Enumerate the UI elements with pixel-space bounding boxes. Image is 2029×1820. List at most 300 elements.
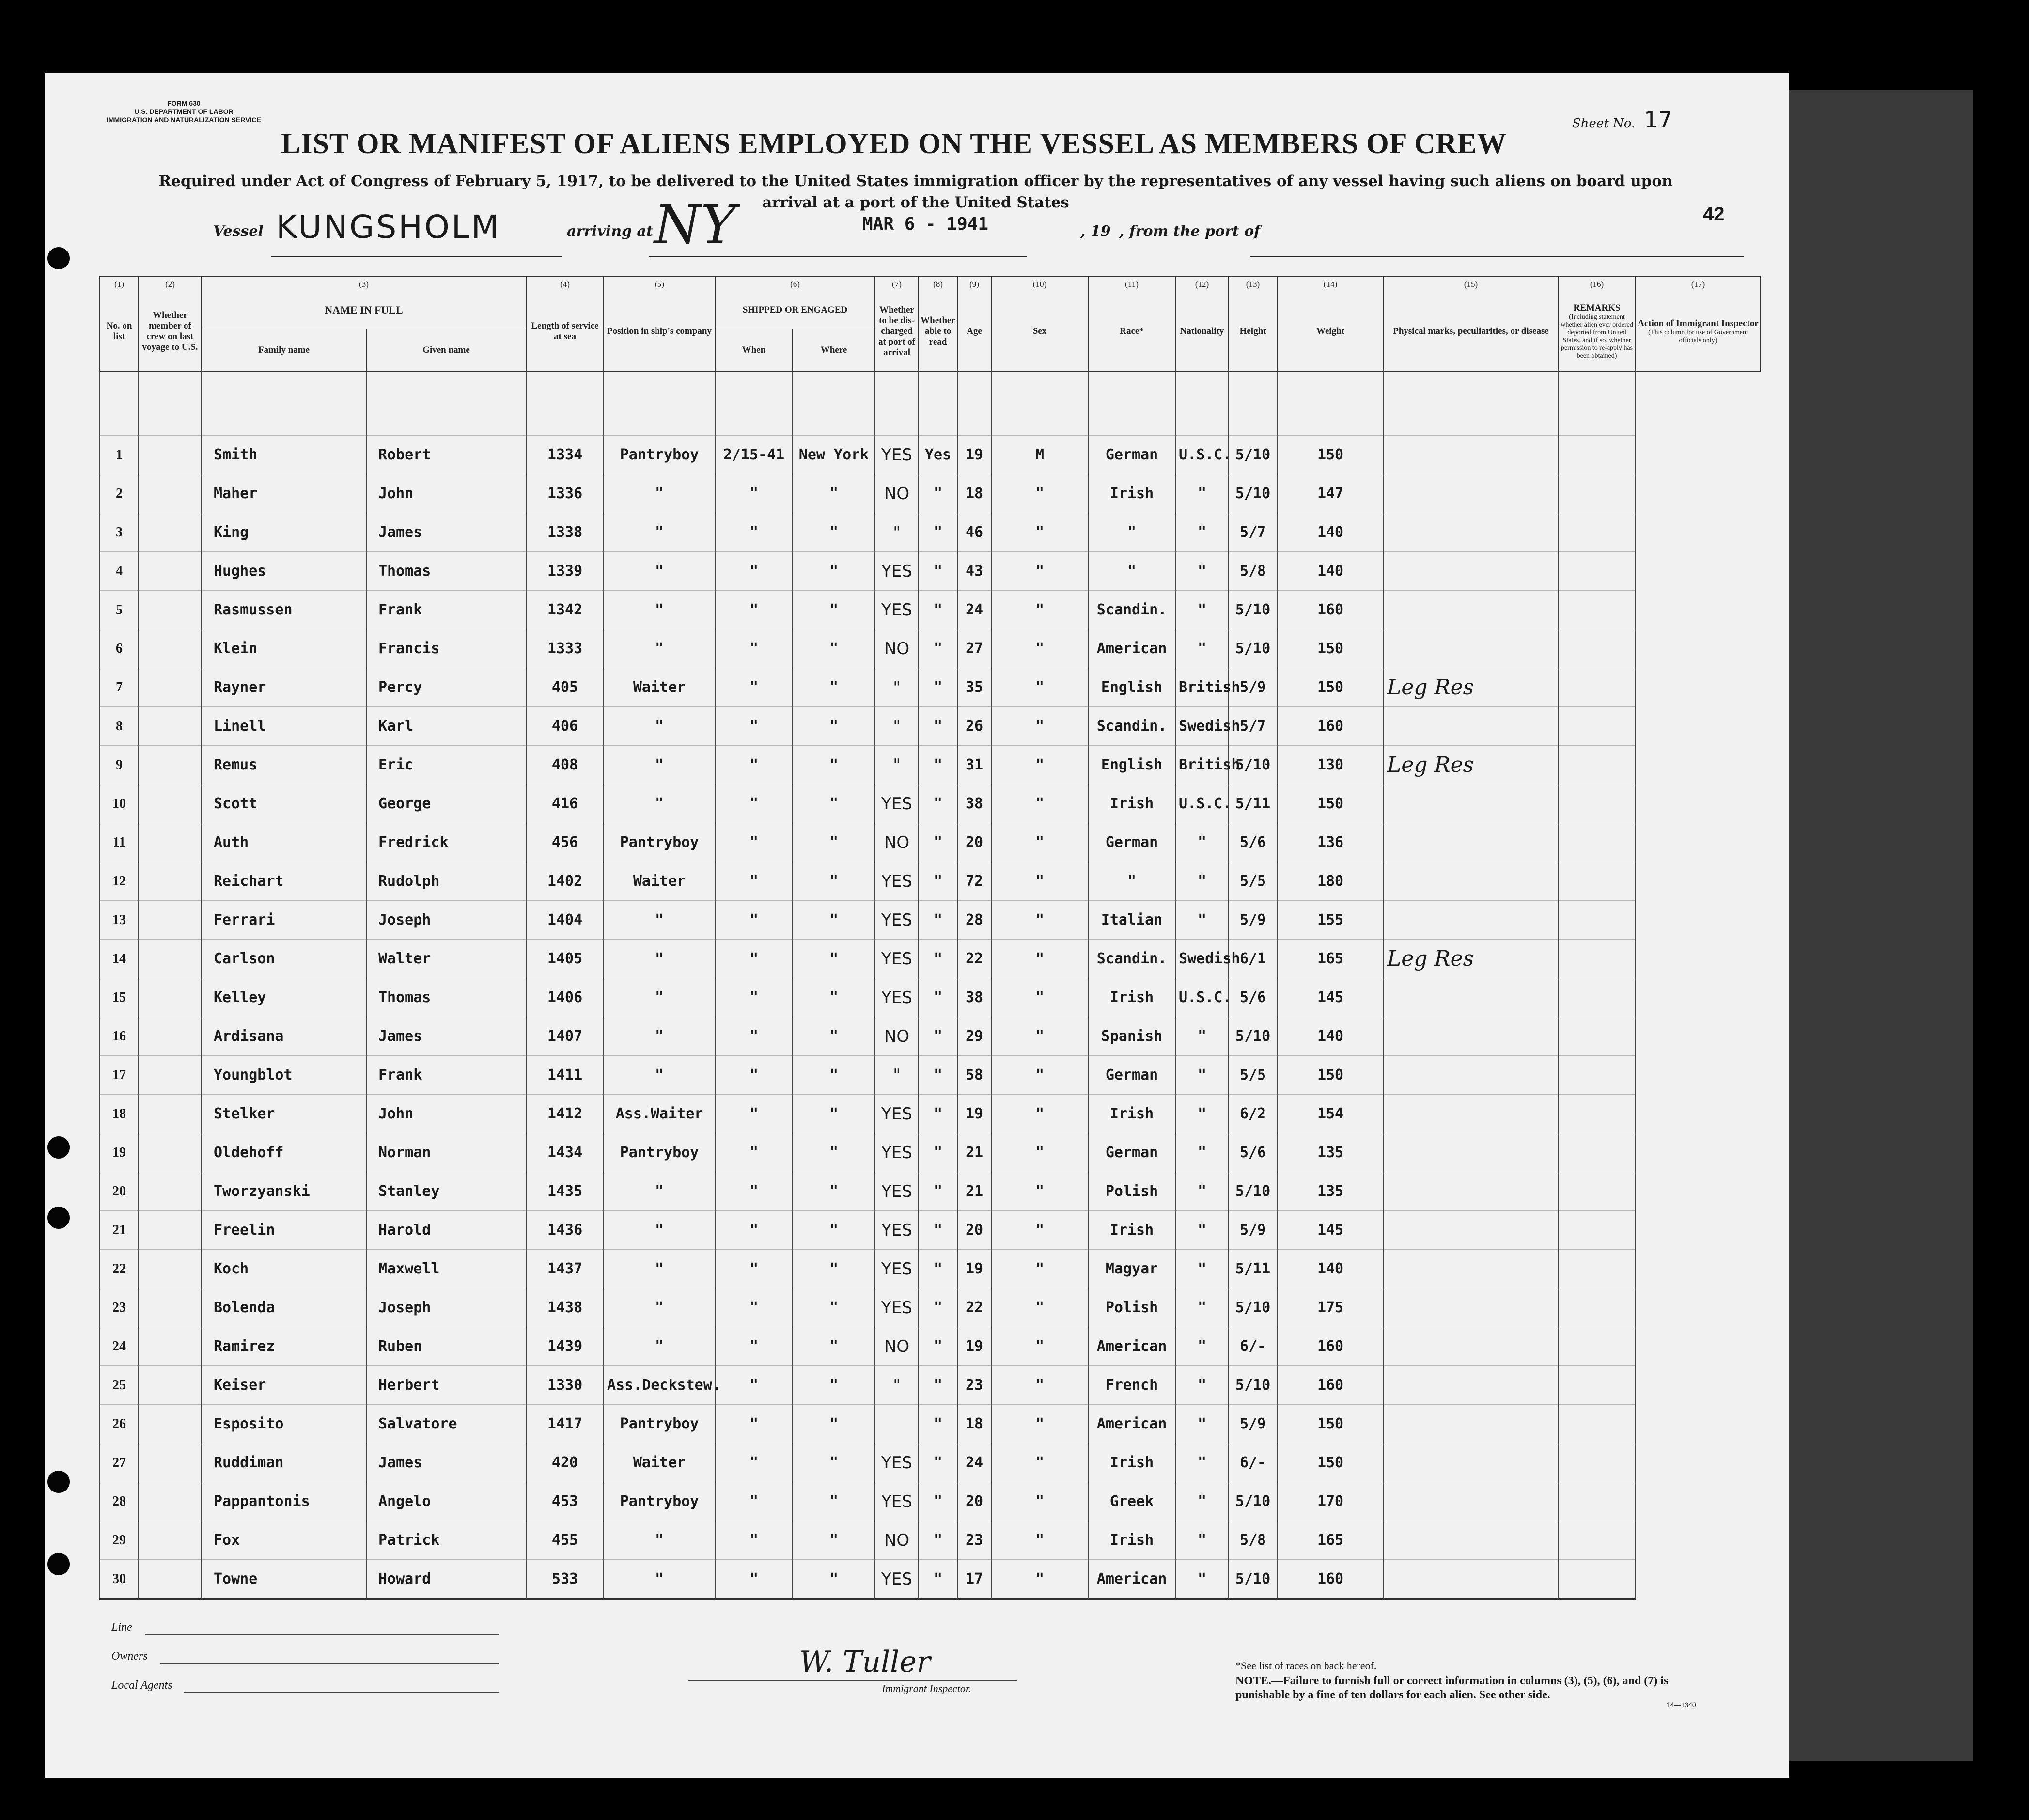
remarks-cell bbox=[1384, 978, 1558, 1017]
table-row bbox=[100, 1443, 1761, 1482]
age-cell: 43 bbox=[957, 552, 991, 591]
row-number: 28 bbox=[100, 1482, 139, 1521]
vessel-label: Vessel bbox=[213, 223, 264, 240]
weight-cell: 180 bbox=[1277, 862, 1384, 901]
nationality-cell: " bbox=[1175, 1482, 1229, 1521]
last-voyage-cell bbox=[139, 1521, 202, 1560]
header-age: Age bbox=[957, 292, 991, 372]
action-cell bbox=[1558, 901, 1636, 940]
position-cell: " bbox=[604, 1288, 715, 1327]
sex-cell: " bbox=[991, 940, 1088, 978]
nationality-cell: " bbox=[1175, 1133, 1229, 1172]
height-cell: 5/9 bbox=[1229, 1405, 1277, 1443]
remarks-cell bbox=[1384, 1095, 1558, 1133]
table-row bbox=[100, 1366, 1761, 1405]
able-to-read-cell: " bbox=[919, 513, 957, 552]
able-to-read-cell: " bbox=[919, 823, 957, 862]
shipped-when-cell: " bbox=[715, 1056, 793, 1095]
given-name-cell: Eric bbox=[366, 746, 526, 784]
action-cell bbox=[1558, 940, 1636, 978]
header-given-name: Given name bbox=[366, 329, 526, 372]
discharged-cell: " bbox=[875, 707, 919, 746]
service-length-cell: 1406 bbox=[526, 978, 604, 1017]
height-cell: 5/10 bbox=[1229, 1288, 1277, 1327]
remarks-cell bbox=[1384, 1133, 1558, 1172]
family-name-cell: Freelin bbox=[202, 1211, 366, 1250]
service-length-cell: 1411 bbox=[526, 1056, 604, 1095]
service-length-cell: 1339 bbox=[526, 552, 604, 591]
family-name-cell: Towne bbox=[202, 1560, 366, 1599]
remarks-cell bbox=[1384, 1172, 1558, 1211]
backing-strip bbox=[1789, 90, 1973, 1761]
height-cell: 5/10 bbox=[1229, 1560, 1277, 1599]
discharged-cell: YES bbox=[875, 978, 919, 1017]
race-cell: American bbox=[1088, 1560, 1175, 1599]
sex-cell: " bbox=[991, 978, 1088, 1017]
family-name-cell: Maher bbox=[202, 474, 366, 513]
row-number: 18 bbox=[100, 1095, 139, 1133]
header-position: Position in ship's company bbox=[604, 292, 715, 372]
family-name-cell: Esposito bbox=[202, 1405, 366, 1443]
shipped-when-cell: " bbox=[715, 784, 793, 823]
race-cell: German bbox=[1088, 1056, 1175, 1095]
shipped-where-cell: " bbox=[793, 1095, 875, 1133]
from-port-label: , from the port of bbox=[1119, 223, 1261, 240]
height-cell: 5/8 bbox=[1229, 552, 1277, 591]
weight-cell: 155 bbox=[1277, 901, 1384, 940]
sheet-number-value: 17 bbox=[1644, 107, 1672, 133]
service-length-cell: 416 bbox=[526, 784, 604, 823]
action-cell bbox=[1558, 978, 1636, 1017]
given-name-cell: Joseph bbox=[366, 1288, 526, 1327]
family-name-cell: Scott bbox=[202, 784, 366, 823]
position-cell: " bbox=[604, 1211, 715, 1250]
sex-cell: " bbox=[991, 1133, 1088, 1172]
service-length-cell: 1338 bbox=[526, 513, 604, 552]
service-length-cell: 408 bbox=[526, 746, 604, 784]
weight-cell: 145 bbox=[1277, 1211, 1384, 1250]
able-to-read-cell: " bbox=[919, 746, 957, 784]
family-name-cell: Ruddiman bbox=[202, 1443, 366, 1482]
shipped-where-cell: " bbox=[793, 1482, 875, 1521]
department-name: U.S. DEPARTMENT OF LABOR bbox=[134, 108, 234, 115]
table-row bbox=[100, 823, 1761, 862]
discharged-cell: YES bbox=[875, 552, 919, 591]
given-name-cell: Maxwell bbox=[366, 1250, 526, 1288]
shipped-where-cell: " bbox=[793, 1250, 875, 1288]
action-cell bbox=[1558, 1017, 1636, 1056]
last-voyage-cell bbox=[139, 1172, 202, 1211]
weight-cell: 135 bbox=[1277, 1133, 1384, 1172]
age-cell: 58 bbox=[957, 1056, 991, 1095]
discharged-cell: NO bbox=[875, 1521, 919, 1560]
table-row bbox=[100, 1482, 1761, 1521]
age-cell: 23 bbox=[957, 1521, 991, 1560]
sex-cell: " bbox=[991, 784, 1088, 823]
last-voyage-cell bbox=[139, 1443, 202, 1482]
action-cell bbox=[1558, 1560, 1636, 1599]
sex-cell: " bbox=[991, 1250, 1088, 1288]
inspector-signature: W. Tuller bbox=[799, 1645, 931, 1679]
weight-cell: 150 bbox=[1277, 1056, 1384, 1095]
action-cell bbox=[1558, 1366, 1636, 1405]
shipped-when-cell: " bbox=[715, 901, 793, 940]
shipped-when-cell: " bbox=[715, 1211, 793, 1250]
discharged-cell: " bbox=[875, 668, 919, 707]
nationality-cell: " bbox=[1175, 1056, 1229, 1095]
family-name-cell: Ardisana bbox=[202, 1017, 366, 1056]
service-length-cell: 1333 bbox=[526, 629, 604, 668]
height-cell: 5/10 bbox=[1229, 591, 1277, 629]
weight-cell: 140 bbox=[1277, 513, 1384, 552]
remarks-cell bbox=[1384, 513, 1558, 552]
shipped-when-cell: " bbox=[715, 1133, 793, 1172]
service-length-cell: 1438 bbox=[526, 1288, 604, 1327]
shipped-where-cell: " bbox=[793, 591, 875, 629]
height-cell: 5/10 bbox=[1229, 436, 1277, 474]
age-cell: 17 bbox=[957, 1560, 991, 1599]
remarks-cell bbox=[1384, 1521, 1558, 1560]
last-voyage-cell bbox=[139, 978, 202, 1017]
row-number: 17 bbox=[100, 1056, 139, 1095]
given-name-cell: Salvatore bbox=[366, 1405, 526, 1443]
race-cell: Polish bbox=[1088, 1172, 1175, 1211]
weight-cell: 154 bbox=[1277, 1095, 1384, 1133]
age-cell: 18 bbox=[957, 474, 991, 513]
arriving-label: arriving at bbox=[567, 223, 653, 240]
service-length-cell: 455 bbox=[526, 1521, 604, 1560]
remarks-cell bbox=[1384, 1443, 1558, 1482]
weight-cell: 160 bbox=[1277, 591, 1384, 629]
vessel-name: KUNGSHOLM bbox=[276, 208, 501, 246]
able-to-read-cell: " bbox=[919, 552, 957, 591]
shipped-where-cell: " bbox=[793, 823, 875, 862]
given-name-cell: James bbox=[366, 1443, 526, 1482]
last-voyage-cell bbox=[139, 901, 202, 940]
height-cell: 5/11 bbox=[1229, 1250, 1277, 1288]
discharged-cell: YES bbox=[875, 784, 919, 823]
shipped-when-cell: " bbox=[715, 1017, 793, 1056]
given-name-cell: James bbox=[366, 1017, 526, 1056]
remarks-cell bbox=[1384, 591, 1558, 629]
race-cell: German bbox=[1088, 1133, 1175, 1172]
family-name-cell: Carlson bbox=[202, 940, 366, 978]
able-to-read-cell: " bbox=[919, 1443, 957, 1482]
row-number: 30 bbox=[100, 1560, 139, 1599]
sex-cell: " bbox=[991, 1017, 1088, 1056]
table-row bbox=[100, 707, 1761, 746]
row-number: 8 bbox=[100, 707, 139, 746]
position-cell: Pantryboy bbox=[604, 1482, 715, 1521]
race-cell: American bbox=[1088, 1405, 1175, 1443]
service-length-cell: 405 bbox=[526, 668, 604, 707]
col-number: (15) bbox=[1384, 277, 1558, 292]
date-stamp: MAR 6 - 1941 bbox=[862, 214, 989, 234]
nationality-cell: British bbox=[1175, 746, 1229, 784]
last-voyage-cell bbox=[139, 1017, 202, 1056]
family-name-cell: Pappantonis bbox=[202, 1482, 366, 1521]
header-no-on-list: No. on list bbox=[100, 292, 139, 372]
nationality-cell: " bbox=[1175, 823, 1229, 862]
header-action bbox=[1636, 292, 1761, 372]
nationality-cell: British bbox=[1175, 668, 1229, 707]
discharged-cell: " bbox=[875, 513, 919, 552]
age-cell: 20 bbox=[957, 1211, 991, 1250]
family-name-cell: Ramirez bbox=[202, 1327, 366, 1366]
weight-cell: 150 bbox=[1277, 436, 1384, 474]
able-to-read-cell: " bbox=[919, 707, 957, 746]
family-name-cell: Klein bbox=[202, 629, 366, 668]
able-to-read-cell: " bbox=[919, 1056, 957, 1095]
given-name-cell: Frank bbox=[366, 1056, 526, 1095]
position-cell: " bbox=[604, 1327, 715, 1366]
weight-cell: 165 bbox=[1277, 1521, 1384, 1560]
age-cell: 38 bbox=[957, 978, 991, 1017]
weight-cell: 150 bbox=[1277, 668, 1384, 707]
given-name-cell: John bbox=[366, 474, 526, 513]
table-row bbox=[100, 746, 1761, 784]
service-length-cell: 1407 bbox=[526, 1017, 604, 1056]
service-length-cell: 1434 bbox=[526, 1133, 604, 1172]
header-nationality: Nationality bbox=[1175, 292, 1229, 372]
nationality-cell: " bbox=[1175, 629, 1229, 668]
remarks-cell: Leg Res bbox=[1384, 668, 1558, 707]
family-name-cell: Remus bbox=[202, 746, 366, 784]
nationality-cell: " bbox=[1175, 901, 1229, 940]
last-voyage-cell bbox=[139, 1482, 202, 1521]
remarks-cell bbox=[1384, 823, 1558, 862]
weight-cell: 160 bbox=[1277, 707, 1384, 746]
col-number: (6) bbox=[715, 277, 875, 292]
given-name-cell: Patrick bbox=[366, 1521, 526, 1560]
position-cell: " bbox=[604, 784, 715, 823]
height-cell: 5/7 bbox=[1229, 707, 1277, 746]
race-cell: Irish bbox=[1088, 784, 1175, 823]
nationality-cell: " bbox=[1175, 1405, 1229, 1443]
nationality-cell: Swedish bbox=[1175, 940, 1229, 978]
family-name-cell: Rasmussen bbox=[202, 591, 366, 629]
shipped-when-cell: " bbox=[715, 823, 793, 862]
action-cell bbox=[1558, 1056, 1636, 1095]
shipped-when-cell: " bbox=[715, 629, 793, 668]
given-name-cell: Walter bbox=[366, 940, 526, 978]
shipped-where-cell: " bbox=[793, 1443, 875, 1482]
position-cell: Ass.Deckstew. bbox=[604, 1366, 715, 1405]
given-name-cell: George bbox=[366, 784, 526, 823]
position-cell: " bbox=[604, 901, 715, 940]
last-voyage-cell bbox=[139, 823, 202, 862]
sex-cell: " bbox=[991, 474, 1088, 513]
able-to-read-cell: " bbox=[919, 1482, 957, 1521]
discharged-cell: YES bbox=[875, 1482, 919, 1521]
able-to-read-cell: " bbox=[919, 1327, 957, 1366]
sex-cell: " bbox=[991, 591, 1088, 629]
family-name-cell: Fox bbox=[202, 1521, 366, 1560]
height-cell: 5/10 bbox=[1229, 1172, 1277, 1211]
sex-cell: " bbox=[991, 862, 1088, 901]
age-cell: 19 bbox=[957, 1250, 991, 1288]
sex-cell: " bbox=[991, 1056, 1088, 1095]
height-cell: 5/5 bbox=[1229, 1056, 1277, 1095]
position-cell: Pantryboy bbox=[604, 1405, 715, 1443]
nationality-cell: " bbox=[1175, 1288, 1229, 1327]
service-length-cell: 1405 bbox=[526, 940, 604, 978]
from-port-underline bbox=[1250, 256, 1744, 257]
col-number: (7) bbox=[875, 277, 919, 292]
age-cell: 19 bbox=[957, 1095, 991, 1133]
shipped-where-cell: " bbox=[793, 784, 875, 823]
action-cell bbox=[1558, 436, 1636, 474]
last-voyage-cell bbox=[139, 436, 202, 474]
age-cell: 72 bbox=[957, 862, 991, 901]
sex-cell: " bbox=[991, 1288, 1088, 1327]
discharged-cell bbox=[875, 1405, 919, 1443]
last-voyage-cell bbox=[139, 1056, 202, 1095]
weight-cell: 136 bbox=[1277, 823, 1384, 862]
nationality-cell: " bbox=[1175, 862, 1229, 901]
family-name-cell: Bolenda bbox=[202, 1288, 366, 1327]
remarks-cell bbox=[1384, 1211, 1558, 1250]
weight-cell: 165 bbox=[1277, 940, 1384, 978]
table-row bbox=[100, 784, 1761, 823]
binder-hole bbox=[47, 1136, 70, 1159]
last-voyage-cell bbox=[139, 1405, 202, 1443]
last-voyage-cell bbox=[139, 746, 202, 784]
action-cell bbox=[1558, 784, 1636, 823]
weight-cell: 150 bbox=[1277, 784, 1384, 823]
weight-cell: 175 bbox=[1277, 1288, 1384, 1327]
able-to-read-cell: " bbox=[919, 1405, 957, 1443]
height-cell: 5/9 bbox=[1229, 668, 1277, 707]
header-remarks bbox=[1558, 292, 1636, 372]
race-cell: Greek bbox=[1088, 1482, 1175, 1521]
family-name-cell: Hughes bbox=[202, 552, 366, 591]
last-voyage-cell bbox=[139, 1288, 202, 1327]
col-number: (5) bbox=[604, 277, 715, 292]
col-number: (4) bbox=[526, 277, 604, 292]
able-to-read-cell: " bbox=[919, 901, 957, 940]
position-cell: " bbox=[604, 474, 715, 513]
nationality-cell: " bbox=[1175, 1443, 1229, 1482]
weight-cell: 150 bbox=[1277, 1443, 1384, 1482]
action-cell bbox=[1558, 823, 1636, 862]
remarks-cell: Leg Res bbox=[1384, 746, 1558, 784]
age-cell: 21 bbox=[957, 1133, 991, 1172]
action-cell bbox=[1558, 1250, 1636, 1288]
discharged-cell: YES bbox=[875, 862, 919, 901]
sex-cell: " bbox=[991, 1211, 1088, 1250]
agents-underline bbox=[184, 1692, 499, 1693]
service-length-cell: 406 bbox=[526, 707, 604, 746]
able-to-read-cell: " bbox=[919, 591, 957, 629]
race-cell: " bbox=[1088, 513, 1175, 552]
family-name-cell: Reichart bbox=[202, 862, 366, 901]
service-length-cell: 1330 bbox=[526, 1366, 604, 1405]
race-cell: Scandin. bbox=[1088, 591, 1175, 629]
nationality-cell: " bbox=[1175, 1211, 1229, 1250]
given-name-cell: Joseph bbox=[366, 901, 526, 940]
table-row bbox=[100, 436, 1761, 474]
shipped-where-cell: " bbox=[793, 978, 875, 1017]
race-cell: German bbox=[1088, 436, 1175, 474]
header-remarks-title: REMARKS bbox=[1573, 303, 1621, 313]
remarks-cell bbox=[1384, 1056, 1558, 1095]
shipped-when-cell: " bbox=[715, 1250, 793, 1288]
last-voyage-cell bbox=[139, 629, 202, 668]
table-row bbox=[100, 978, 1761, 1017]
discharged-cell: YES bbox=[875, 1172, 919, 1211]
last-voyage-cell bbox=[139, 1366, 202, 1405]
family-name-cell: Ferrari bbox=[202, 901, 366, 940]
position-cell: " bbox=[604, 591, 715, 629]
discharged-cell: NO bbox=[875, 629, 919, 668]
position-cell: " bbox=[604, 707, 715, 746]
able-to-read-cell: " bbox=[919, 940, 957, 978]
weight-cell: 150 bbox=[1277, 629, 1384, 668]
given-name-cell: Angelo bbox=[366, 1482, 526, 1521]
shipped-where-cell: " bbox=[793, 707, 875, 746]
race-cell: English bbox=[1088, 668, 1175, 707]
position-cell: " bbox=[604, 513, 715, 552]
row-number: 21 bbox=[100, 1211, 139, 1250]
age-cell: 27 bbox=[957, 629, 991, 668]
given-name-cell: Ruben bbox=[366, 1327, 526, 1366]
service-length-cell: 1342 bbox=[526, 591, 604, 629]
shipped-where-cell: " bbox=[793, 1366, 875, 1405]
header-length-service: Length of service at sea bbox=[526, 292, 604, 372]
last-voyage-cell bbox=[139, 1250, 202, 1288]
action-cell bbox=[1558, 1211, 1636, 1250]
shipped-when-cell: " bbox=[715, 552, 793, 591]
remarks-cell bbox=[1384, 629, 1558, 668]
discharged-cell: YES bbox=[875, 436, 919, 474]
last-voyage-cell bbox=[139, 1211, 202, 1250]
age-cell: 28 bbox=[957, 901, 991, 940]
sheet-number-label: Sheet No. bbox=[1572, 116, 1636, 131]
family-name-cell: Tworzyanski bbox=[202, 1172, 366, 1211]
shipped-when-cell: " bbox=[715, 1521, 793, 1560]
shipped-when-cell: " bbox=[715, 1560, 793, 1599]
remarks-cell bbox=[1384, 1405, 1558, 1443]
service-length-cell: 1437 bbox=[526, 1250, 604, 1288]
race-cell: French bbox=[1088, 1366, 1175, 1405]
crew-manifest-table bbox=[99, 276, 1761, 1600]
row-number: 19 bbox=[100, 1133, 139, 1172]
weight-cell: 160 bbox=[1277, 1366, 1384, 1405]
service-length-cell: 1435 bbox=[526, 1172, 604, 1211]
sex-cell: " bbox=[991, 901, 1088, 940]
col-number: (16) bbox=[1558, 277, 1636, 292]
shipped-where-cell: " bbox=[793, 1133, 875, 1172]
table-row bbox=[100, 513, 1761, 552]
shipped-where-cell: " bbox=[793, 552, 875, 591]
row-number: 3 bbox=[100, 513, 139, 552]
col-number: (8) bbox=[919, 277, 957, 292]
shipped-where-cell: " bbox=[793, 940, 875, 978]
family-name-cell: Oldehoff bbox=[202, 1133, 366, 1172]
remarks-cell bbox=[1384, 784, 1558, 823]
shipped-when-cell: " bbox=[715, 862, 793, 901]
race-cell: Irish bbox=[1088, 1443, 1175, 1482]
action-cell bbox=[1558, 1327, 1636, 1366]
action-cell bbox=[1558, 1095, 1636, 1133]
table-row bbox=[100, 1017, 1761, 1056]
print-code: 14—1340 bbox=[1667, 1701, 1696, 1709]
shipped-where-cell: " bbox=[793, 1560, 875, 1599]
family-name-cell: Rayner bbox=[202, 668, 366, 707]
able-to-read-cell: " bbox=[919, 629, 957, 668]
height-cell: 5/8 bbox=[1229, 1521, 1277, 1560]
